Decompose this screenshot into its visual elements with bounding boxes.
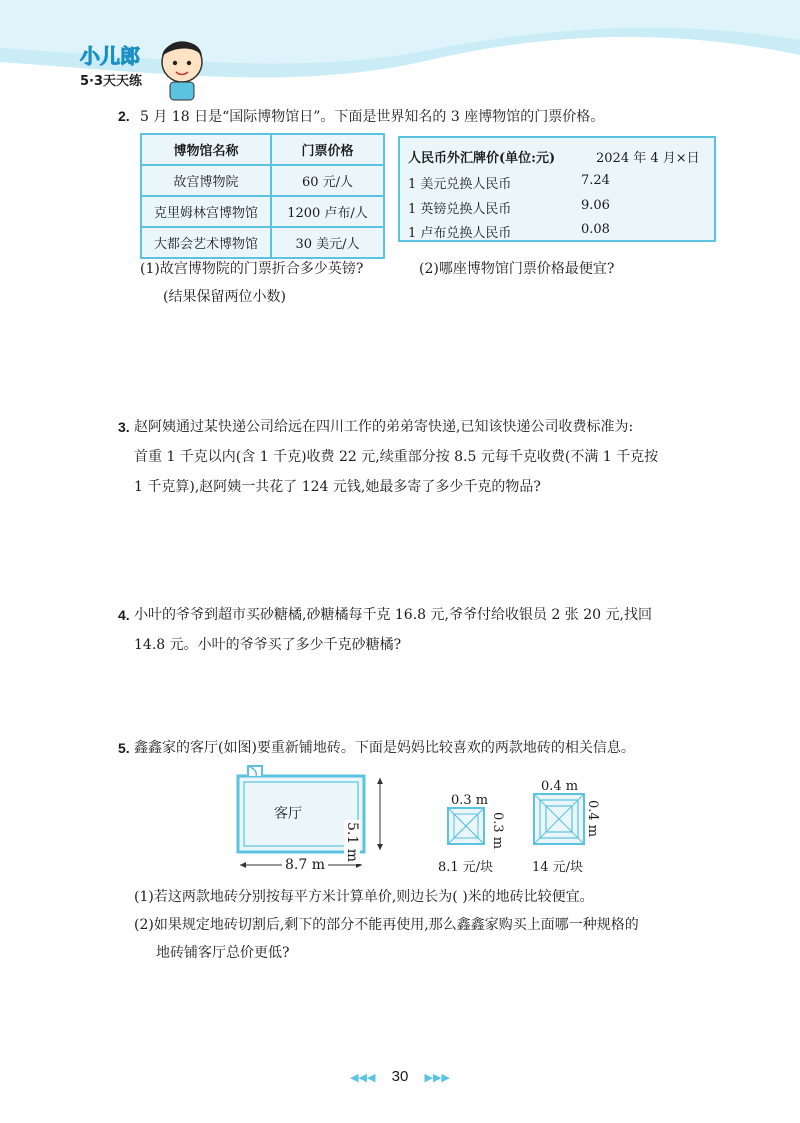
question-4-line1: 小叶的爷爷到超市买砂糖橘,砂糖橘每千克 16.8 元,爷爷付给收银员 2 张 20 元,找回 (134, 607, 652, 623)
question-4-number: 4. (118, 607, 130, 623)
page-number: 30 (391, 1068, 409, 1085)
question-2-text: 5 月 18 日是“国际博物馆日”。下面是世界知名的 3 座博物馆的门票价格。 (140, 109, 605, 125)
table-cell: 60 元/人 (271, 165, 384, 196)
table-row (141, 165, 384, 196)
exchange-rate-value: 7.24 (581, 173, 610, 188)
exchange-rate-label: 1 英镑兑换人民币 (408, 202, 512, 217)
room-height-label: 5.1 m (344, 822, 360, 862)
exchange-rate-label: 1 卢布兑换人民币 (408, 226, 512, 241)
question-5-sub2-line1: (2)如果规定地砖切割后,剩下的部分不能再使用,那么鑫鑫家购买上面哪一种规格的 (134, 917, 639, 933)
tile1-top-label: 0.3 m (451, 793, 489, 808)
exchange-rate-box (398, 136, 716, 242)
question-5-sub2-line2: 地砖铺客厅总价更低? (156, 945, 290, 961)
logo-subtitle: 5·3天天练 (80, 74, 143, 89)
tile1-side-label: 0.3 m (490, 812, 505, 850)
table-header: 门票价格 (271, 134, 384, 165)
exchange-rate-value: 9.06 (581, 198, 610, 213)
question-4-line2: 14.8 元。小叶的爷爷买了多少千克砂糖橘? (134, 637, 402, 653)
table-cell: 1200 卢布/人 (271, 196, 384, 227)
question-3-line2: 首重 1 千克以内(含 1 千克)收费 22 元,续重部分按 8.5 元每千克收费(不满 1 千克按 (134, 449, 659, 465)
mascot-icon (162, 42, 202, 100)
page-footer (0, 1068, 800, 1085)
question-3-line3: 1 千克算),赵阿姨一共花了 124 元钱,她最多寄了多少千克的物品? (134, 479, 541, 495)
table-cell: 克里姆林宫博物馆 (141, 196, 271, 227)
tile2-top-label: 0.4 m (541, 779, 579, 794)
tile1-price: 8.1 元/块 (438, 860, 494, 875)
museum-price-table (140, 133, 385, 259)
question-2-sub1-note: (结果保留两位小数) (163, 289, 286, 305)
next-arrows-icon: ▶▶▶ (424, 1072, 450, 1084)
question-2-number: 2. (118, 108, 130, 124)
table-row (141, 196, 384, 227)
tile2-price: 14 元/块 (532, 860, 584, 875)
room-width-label: 8.7 m (282, 857, 328, 873)
logo-title: 小儿郎 (80, 44, 140, 68)
table-header: 博物馆名称 (141, 134, 271, 165)
question-3-number: 3. (118, 419, 130, 435)
question-5-number: 5. (118, 740, 130, 756)
table-cell: 故宫博物院 (141, 165, 271, 196)
question-2-sub2: (2)哪座博物馆门票价格最便宜? (419, 261, 615, 277)
question-5-sub1: (1)若这两款地砖分别按每平方米计算单价,则边长为( )米的地砖比较便宜。 (134, 889, 594, 905)
exchange-rate-title: 人民币外汇牌价(单位:元) (408, 151, 556, 166)
page-header (0, 0, 800, 105)
question-2-sub1: (1)故宫博物院的门票折合多少英镑? (140, 261, 364, 277)
table-cell: 大都会艺术博物馆 (141, 227, 271, 258)
prev-arrows-icon: ◀◀◀ (350, 1072, 376, 1084)
table-row (141, 227, 384, 258)
exchange-rate-value: 0.08 (581, 222, 610, 237)
exchange-rate-label: 1 美元兑换人民币 (408, 177, 512, 192)
table-cell: 30 美元/人 (271, 227, 384, 258)
room-label: 客厅 (274, 806, 302, 822)
question-3-line1: 赵阿姨通过某快递公司给远在四川工作的弟弟寄快递,已知该快递公司收费标准为: (134, 419, 634, 435)
tile2-side-label: 0.4 m (585, 800, 600, 838)
exchange-rate-date: 2024 年 4 月×日 (596, 151, 700, 166)
question-5-text: 鑫鑫家的客厅(如图)要重新铺地砖。下面是妈妈比较喜欢的两款地砖的相关信息。 (134, 740, 635, 756)
